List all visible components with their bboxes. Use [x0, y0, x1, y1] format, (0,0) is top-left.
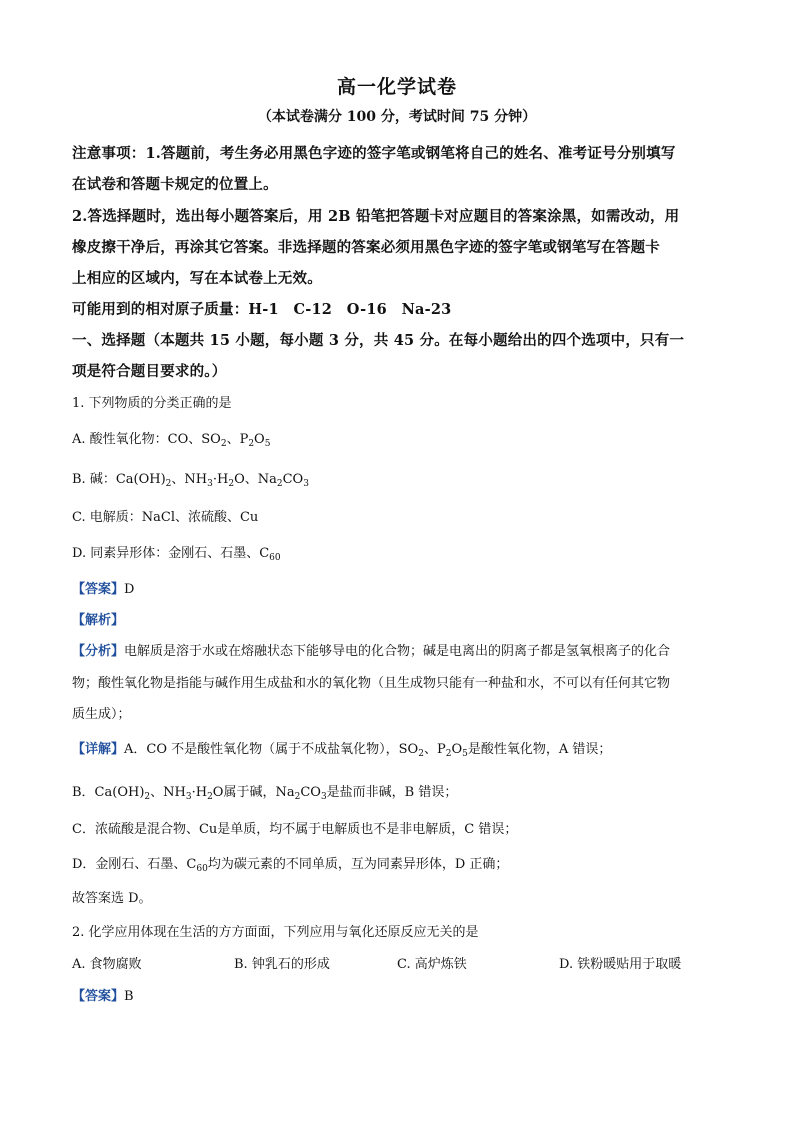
- notes-line-1: 注意事项：1.答题前，考生务必用黑色字迹的签字笔或钢笔将自己的姓名、准考证号分别填写: [72, 145, 676, 162]
- q1-detail-c: C．浓硫酸是混合物、Cu是单质，均不属于电解质也不是非电解质，C 错误；: [72, 822, 518, 837]
- q1-detail-a: 【详解】A．CO 不是酸性氧化物（属于不成盐氧化物），$SO_2$、$P_2O_5$是酸性氧化物，A 错误；: [72, 742, 612, 759]
- notes-line-2: 在试卷和答题卡规定的位置上。: [72, 176, 278, 193]
- q2-answer: 【答案】B: [72, 989, 134, 1004]
- q1-option-d: D. 同素异形体：金刚石、石墨、$C_{60}$: [72, 546, 281, 563]
- atomic-mass-line: 可能用到的相对原子质量：H-1 C-12 O-16 Na-23: [72, 301, 452, 318]
- q2-option-d: D. 铁粉暖贴用于取暖: [559, 957, 682, 972]
- q2-option-b: B. 钟乳石的形成: [234, 957, 330, 972]
- q1-detail-d: D．金刚石、石墨、$C_{60}$均为碳元素的不同单质，互为同素异形体，D 正确；: [72, 857, 509, 874]
- q1-answer: 【答案】D: [72, 582, 135, 597]
- section-heading-line-2: 项是符合题目要求的。）: [72, 363, 227, 380]
- q1-conclusion: 故答案选 D。: [72, 891, 152, 906]
- q1-fenxi-line-2: 物；酸性氧化物是指能与碱作用生成盐和水的氧化物（且生成物只能有一种盐和水，不可以有任何其它物: [72, 676, 671, 691]
- exam-subtitle: （本试卷满分 100 分，考试时间 75 分钟）: [257, 109, 537, 125]
- q2-option-c: C. 高炉炼铁: [397, 957, 467, 972]
- q1-option-c: C. 电解质：NaCl、浓硫酸、Cu: [72, 510, 259, 525]
- answer-tag: 【答案】: [72, 582, 125, 597]
- q1-fenxi-line-1: 【分析】电解质是溶于水或在熔融状态下能够导电的化合物；碱是电离出的阴离子都是氢氧根离子的化合: [72, 644, 671, 659]
- q1-fenxi-line-3: 质生成）；: [72, 707, 131, 722]
- notes-line-4: 橡皮擦干净后，再涂其它答案。非选择题的答案必须用黑色字迹的签字笔或钢笔写在答题卡: [72, 239, 660, 256]
- section-heading-line-1: 一、选择题（本题共 15 小题，每小题 3 分，共 45 分。在每小题给出的四个选项中，只有一: [72, 332, 685, 349]
- q1-detail-b: B．$Ca(OH)_2$、$NH_3\cdot H_2O$属于碱，$Na_2CO_3$是盐而非碱，B 错误；: [72, 785, 458, 802]
- q2-stem: 2. 化学应用体现在生活的方方面面，下列应用与氧化还原反应无关的是: [72, 925, 479, 940]
- q1-option-a: A. 酸性氧化物：CO、$SO_2$、$P_2O_5$: [72, 432, 271, 449]
- q1-stem: 1. 下列物质的分类正确的是: [72, 396, 232, 411]
- exam-title: 高一化学试卷: [336, 76, 457, 98]
- xiangjie-tag: 【详解】: [72, 742, 125, 757]
- q1-analysis-tag: 【解析】: [72, 613, 125, 628]
- q1-option-b: B. 碱：$Ca(OH)_2$、$NH_3\cdot H_2O$、$Na_2CO_3$: [72, 472, 309, 489]
- fenxi-tag: 【分析】: [72, 644, 125, 659]
- notes-line-3: 2.答选择题时，选出每小题答案后，用 2B 铅笔把答题卡对应题目的答案涂黑，如需改动，用: [72, 208, 680, 225]
- answer-tag: 【答案】: [72, 989, 125, 1004]
- notes-line-5: 上相应的区域内，写在本试卷上无效。: [72, 270, 322, 287]
- q2-option-a: A. 食物腐败: [72, 957, 142, 972]
